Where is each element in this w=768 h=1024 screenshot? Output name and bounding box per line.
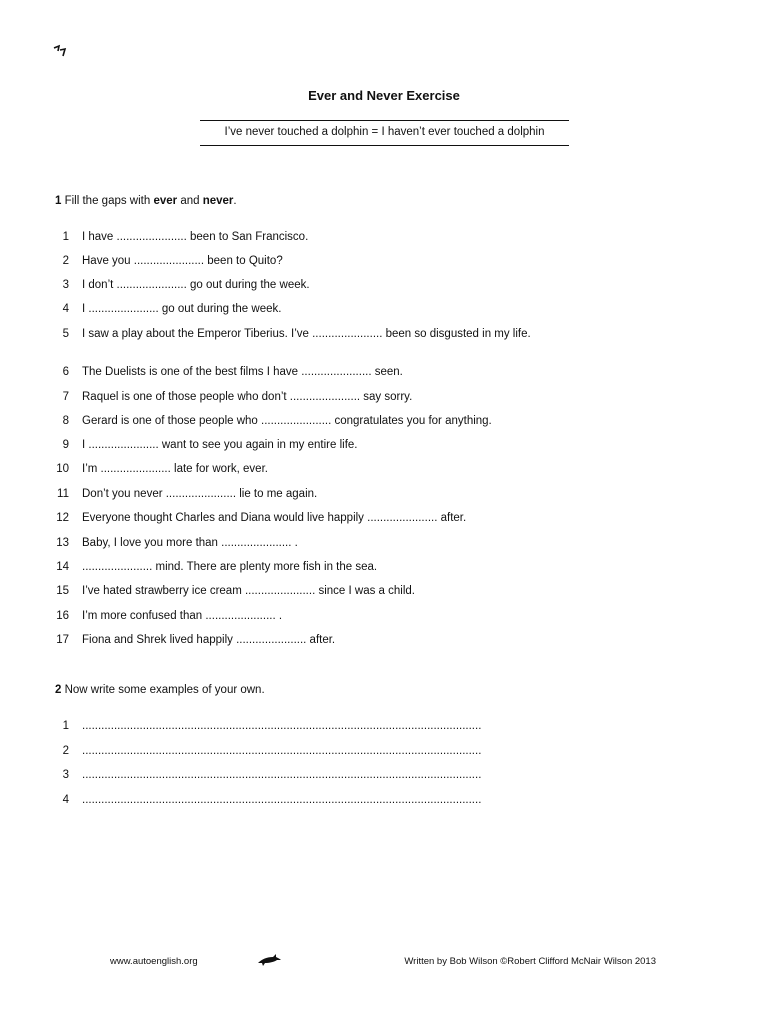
section-1-number: 1 — [55, 195, 62, 207]
section-2-instruction — [55, 684, 265, 696]
item-text: Baby, I love you more than ...................... . — [82, 537, 298, 549]
line-number: 4 — [62, 794, 69, 806]
item-number: 6 — [62, 366, 69, 378]
item-text: I’m more confused than ...................... . — [82, 610, 283, 622]
item-number: 17 — [56, 634, 69, 646]
item-number: 16 — [56, 610, 69, 622]
answer-dots: ............................................................................................................................. — [82, 794, 482, 806]
footer-website: www.autoenglish.org — [110, 956, 198, 967]
line-number: 3 — [62, 769, 69, 781]
item-text: I ...................... want to see you again in my entire life. — [82, 439, 358, 451]
dolphin-icon — [256, 950, 282, 968]
item-number: 13 — [56, 537, 69, 549]
instruction-text-and: and — [177, 195, 203, 207]
item-number: 5 — [62, 328, 69, 340]
instruction-text-1: Fill the gaps with — [61, 195, 154, 207]
item-number: 15 — [56, 585, 69, 597]
answer-dots: ............................................................................................................................. — [82, 720, 482, 732]
item-text: I ...................... go out during the week. — [82, 303, 282, 315]
subtitle-example: I’ve never touched a dolphin = I haven’t ever touched a dolphin — [224, 126, 545, 138]
item-number: 10 — [56, 463, 69, 475]
item-text: I’m ...................... late for work, ever. — [82, 463, 268, 475]
item-text: Have you ...................... been to Quito? — [82, 255, 283, 267]
word-ever: ever — [153, 195, 178, 207]
item-number: 12 — [56, 512, 69, 524]
line-number: 1 — [62, 720, 69, 732]
answer-dots: ............................................................................................................................. — [82, 745, 482, 757]
item-text: Don’t you never ...................... lie to me again. — [82, 488, 318, 500]
instruction-text-2: Now write some examples of your own. — [61, 684, 265, 696]
item-number: 1 — [62, 231, 69, 243]
item-number: 9 — [62, 439, 69, 451]
subtitle-rule-top — [200, 120, 569, 121]
item-text: I saw a play about the Emperor Tiberius. I’ve ...................... been so disgusted in my life. — [82, 328, 531, 340]
item-text: Fiona and Shrek lived happily ...................... after. — [82, 634, 336, 646]
item-text: I don’t ...................... go out during the week. — [82, 279, 310, 291]
item-number: 8 — [62, 415, 69, 427]
bird-mark-icon — [52, 42, 70, 60]
item-number: 11 — [57, 488, 69, 500]
footer-credit: Written by Bob Wilson ©Robert Clifford McNair Wilson 2013 — [404, 956, 656, 967]
page-title: Ever and Never Exercise — [308, 88, 460, 103]
subtitle-rule-bottom — [200, 145, 569, 146]
item-text: I have ...................... been to San Francisco. — [82, 231, 309, 243]
item-text: Raquel is one of those people who don’t ...................... say sorry. — [82, 391, 413, 403]
item-number: 2 — [62, 255, 69, 267]
item-number: 7 — [62, 391, 69, 403]
item-text: Everyone thought Charles and Diana would live happily ...................... after. — [82, 512, 467, 524]
line-number: 2 — [62, 745, 69, 757]
section-1-instruction — [55, 195, 237, 207]
item-text: I’ve hated strawberry ice cream ...................... since I was a child. — [82, 585, 415, 597]
item-number: 4 — [62, 303, 69, 315]
word-never: never — [202, 195, 234, 207]
item-text: The Duelists is one of the best films I have ...................... seen. — [82, 366, 403, 378]
answer-dots: ............................................................................................................................. — [82, 769, 482, 781]
item-number: 14 — [56, 561, 69, 573]
item-text: Gerard is one of those people who ...................... congratulates you for anything. — [82, 415, 492, 427]
item-number: 3 — [62, 279, 69, 291]
section-2-number: 2 — [55, 684, 62, 696]
item-text: ...................... mind. There are plenty more fish in the sea. — [82, 561, 378, 573]
instruction-text-end: . — [233, 195, 237, 207]
